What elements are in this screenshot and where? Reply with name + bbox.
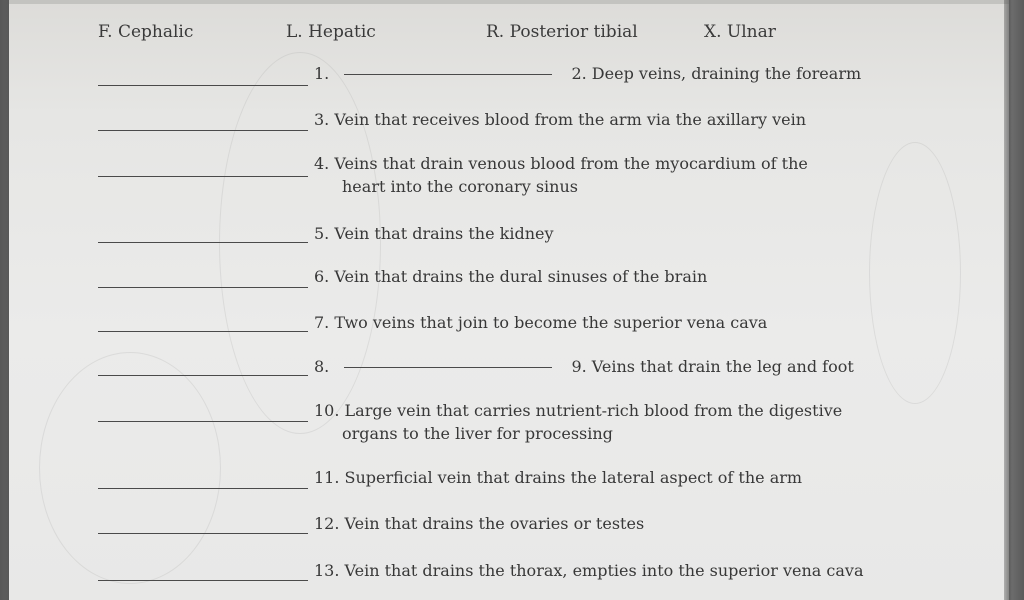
answer-blank[interactable] xyxy=(98,130,308,131)
answer-blank[interactable] xyxy=(98,488,308,489)
question-number: 8. xyxy=(314,357,330,376)
question-row xyxy=(0,264,1000,304)
question-text xyxy=(314,355,854,378)
answer-blank[interactable] xyxy=(98,331,308,332)
question-row xyxy=(0,466,1000,506)
question-text-12: 12. Vein that drains the ovaries or testes xyxy=(314,514,645,533)
question-text xyxy=(314,62,861,85)
question-row xyxy=(0,309,1000,349)
background-edge xyxy=(1004,0,1024,600)
top-rule xyxy=(9,0,1009,4)
question-text-4-line2: heart into the coronary sinus xyxy=(342,177,578,196)
question-number: 1. xyxy=(314,64,330,83)
question-text-5: 5. Vein that drains the kidney xyxy=(314,224,554,243)
question-row xyxy=(0,152,1000,196)
question-text-4 xyxy=(314,152,808,198)
question-text-6: 6. Vein that drains the dural sinuses of the brain xyxy=(314,267,708,286)
question-row xyxy=(0,353,1000,393)
question-text-2: 2. Deep veins, draining the forearm xyxy=(571,64,862,83)
question-text-9: 9. Veins that drain the leg and foot xyxy=(571,357,854,376)
term-posterior-tibial: R. Posterior tibial xyxy=(486,22,638,42)
answer-blank[interactable] xyxy=(98,85,308,86)
question-row xyxy=(0,398,1000,443)
answer-blank[interactable] xyxy=(344,367,552,368)
answer-blank[interactable] xyxy=(98,580,308,581)
question-text-11: 11. Superficial vein that drains the lateral aspect of the arm xyxy=(314,468,803,487)
question-text-10 xyxy=(314,399,842,445)
question-text-3: 3. Vein that receives blood from the arm via the axillary vein xyxy=(314,110,807,129)
answer-blank[interactable] xyxy=(98,287,308,288)
answer-blank[interactable] xyxy=(98,533,308,534)
question-text-7: 7. Two veins that join to become the superior vena cava xyxy=(314,313,768,332)
question-text-10-line2: organs to the liver for processing xyxy=(342,424,613,443)
term-hepatic: L. Hepatic xyxy=(286,22,376,42)
question-row xyxy=(0,512,1000,552)
term-ulnar: X. Ulnar xyxy=(704,22,776,42)
answer-blank[interactable] xyxy=(98,375,308,376)
question-row xyxy=(0,106,1000,146)
answer-blank[interactable] xyxy=(98,242,308,243)
answer-blank[interactable] xyxy=(344,74,552,75)
question-text-13: 13. Vein that drains the thorax, empties into the superior vena cava xyxy=(314,561,864,580)
question-row xyxy=(0,60,1000,100)
question-text-10-line1: 10. Large vein that carries nutrient-rich blood from the digestive xyxy=(314,401,843,420)
question-row xyxy=(0,220,1000,260)
answer-blank[interactable] xyxy=(98,421,308,422)
term-cephalic: F. Cephalic xyxy=(98,22,194,42)
answer-blank[interactable] xyxy=(98,176,308,177)
question-row xyxy=(0,559,1000,599)
question-text-4-line1: 4. Veins that drain venous blood from the myocardium of the xyxy=(314,154,808,173)
